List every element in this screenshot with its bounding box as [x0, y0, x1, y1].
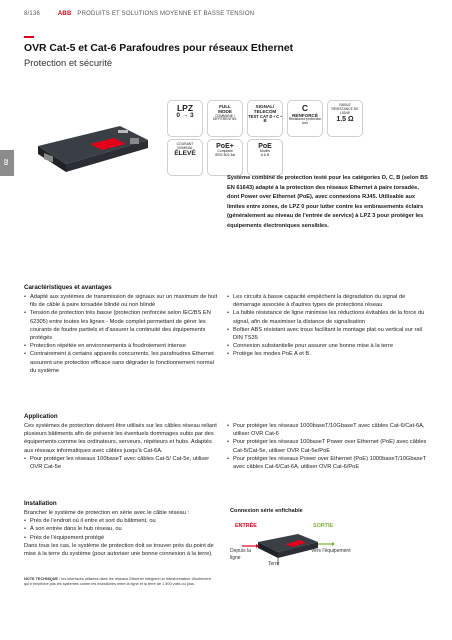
feature-item: • Adapté aux systèmes de transmission de signaux sur un maximum de huit fils de câble à paire torsadée blindé ou non blindé — [24, 293, 218, 309]
badge-text: Compliant — [217, 149, 233, 153]
feature-item: • Contrairement à certains appareils concurrents, les parafoudres Ethernet assurent une protection efficace sans dégrader le fonctionnement normal du système — [24, 350, 218, 375]
badge-text: C — [301, 103, 309, 113]
application-item: • Pour protéger les réseaux 1000baseT/10GbaseT avec câbles Cat-6/Cat-6A, utiliser OVR Cat-6 — [227, 422, 433, 438]
badge-text: SIGNAL/ — [255, 104, 275, 109]
installation-text: Dans tous les cas, le système de protection doit se trouver près du point de mise à la terre du système (pour autoriser une bonne connexion à la terre). — [24, 542, 214, 558]
badge-text: COURANT — [176, 142, 194, 146]
input-label: ENTRÉE — [235, 523, 257, 529]
badge-text: Modes — [259, 149, 271, 153]
section-name: PRODUITS ET SOLUTIONS MOYENNE ET BASSE TENSION — [77, 11, 255, 17]
badge-text: Résistance protection test — [288, 116, 322, 125]
features-title: Caractéristiques et avantages — [24, 284, 112, 291]
product-image — [30, 118, 155, 176]
features-left-column — [24, 293, 218, 375]
poe-plus-badge — [207, 139, 243, 176]
output-label: SORTIE — [313, 523, 334, 529]
feature-item: • Tension de protection très basse (protection renforcée selon IEC/BS EN 62305) entre toutes les lignes - Mode complet permettant de gérer les courants de foudre partiels et d'assurer la continuité des équipements protégés — [24, 309, 218, 342]
installation-item: • Près de l'équipement protégé — [24, 534, 218, 542]
badge-text: PoE — [258, 143, 272, 150]
badge-text: ÉLEVÉ — [174, 149, 196, 157]
badge-text: TELECOM — [253, 109, 277, 115]
feature-item: • La faible résistance de ligne minimise les réductions évitables de la force du signal, afin de maximiser la distance de signalisation — [227, 309, 433, 325]
badge-text: RENFORCÉ — [292, 112, 318, 118]
application-item: • Pour protéger les réseaux 100baseT Power over Ethernet (PoE) avec câbles Cat-5/Cat-5e, utiliser OVR Cat-5e/PoE — [227, 438, 433, 454]
connection-title: Connexion série enfichable — [230, 508, 303, 514]
title-accent-bar — [24, 36, 34, 38]
page-title: OVR Cat-5 et Cat-6 Parafoudres pour réseaux Ethernet — [24, 43, 294, 54]
badge-text: NOMINAL — [177, 145, 193, 150]
product-description: Système combiné de protection testé pour les catégories D, C, B (selon BS EN 61643) adapté à la protection des réseaux Ethernet à paire torsadée, dont Power over Ethernet (PoE), avec connexions RJ45. Utilisable aux limites entre zones, de LPZ 0 pour lutter contre les embrasements éclairs (généralement au niveau de l'entrée de service) à LPZ 3 pour protéger les équipements électroniques sensibles. — [227, 175, 428, 229]
page-subtitle: Protection et sécurité — [24, 57, 113, 68]
chapter-side-tab — [0, 150, 14, 176]
badge-text: PoE+ — [216, 143, 234, 150]
badge-text: 0 → 3 — [176, 111, 194, 119]
badge-text: COMMUNE / DIFFÉRENTIEL — [212, 113, 238, 122]
poe-modes-badge — [247, 139, 283, 176]
badge-text: 1.5 Ω — [336, 115, 354, 123]
installation-item: • À son entrée dans le hub réseau, ou — [24, 525, 218, 533]
application-item: • Pour protéger les réseaux 100baseT avec câbles Cat-5/ Cat-5e, utiliser OVR Cat-5e — [24, 455, 218, 471]
badge-text: TEST CAT D • C • B — [248, 113, 282, 124]
features-right-column — [227, 293, 433, 359]
application-item: • Pour protéger les réseaux Power over Ethernet (PoE) 1000baseT/10GbaseT avec câbles Cat-6/Cat-6A, utiliser OVR Cat-6/PoE — [227, 455, 433, 471]
badge-text: FAIBLE — [339, 103, 351, 107]
lpz-badge — [167, 100, 203, 137]
application-left-column — [24, 422, 218, 471]
feature-item: • Boîtier ABS résistant avec trous facilitant le montage plat ou vertical sur rail DIN TS35 — [227, 326, 433, 342]
application-text: Ces systèmes de protection doivent être utilisés sur les câbles réseau reliant plusieurs bâtiments afin de prévenir les éventuels dommages subis par des équipements comme les ordinateurs, serveurs, répéteurs et hubs. Adaptés aux réseaux informatiques avec câbles jusqu'à Cat-6A. — [24, 423, 217, 454]
installation-intro: Brancher le système de protection en série avec le câble réseau : — [24, 510, 190, 516]
full-mode-badge — [207, 100, 243, 137]
feature-item: • Protège les modes PoE A et B. — [227, 350, 433, 358]
installation-item: • Près de l'endroit où il entre et sort du bâtiment, ou — [24, 517, 218, 525]
brand-logo: ABB — [57, 11, 72, 17]
signal-telecom-badge — [247, 100, 283, 137]
high-current-badge — [167, 139, 203, 176]
installation-column — [24, 509, 218, 558]
to-equipment-label: Vers l'équipement — [311, 548, 351, 554]
line-resistance-badge — [327, 100, 363, 137]
page-number: 8/136 — [24, 11, 41, 17]
chapter-number: 02 — [4, 158, 10, 166]
note-text: les interfaces utilisées dans les réseaux Ethernet intègrent un transformateur d'isolement qui n'empêche pas les systèmes contre les transitoires entre la ligne et la terre de 1 500 volts ou plus. — [24, 577, 211, 587]
page-header — [24, 11, 254, 17]
badge-text: LPZ — [176, 103, 194, 113]
badge-text: IEEE 802.3at — [215, 152, 235, 157]
technical-note — [24, 577, 214, 588]
application-right-column — [227, 422, 433, 471]
earth-label: Terre — [268, 561, 280, 567]
reinforced-badge — [287, 100, 323, 137]
feature-item: • Protection répétée en environnements à foudroiement intense — [24, 342, 218, 350]
badge-text: A & B — [260, 152, 270, 157]
note-label: NOTE TECHNIQUE : — [24, 577, 61, 581]
application-title: Application — [24, 413, 58, 420]
installation-title: Installation — [24, 500, 57, 507]
feature-item: • Les circuits à basse capacité empêchent la dégradation du signal de démarrage associée à d'autres types de protections réseau — [227, 293, 433, 309]
from-line-label: Depuis la ligne — [230, 548, 251, 561]
badge-text: MODE — [218, 109, 232, 115]
badge-text: RÉSISTANCE DE LIGNE — [331, 106, 359, 115]
feature-item: • Connexion substantielle pour assurer une bonne mise à la terre — [227, 342, 433, 350]
badge-text: FULL — [219, 104, 231, 109]
